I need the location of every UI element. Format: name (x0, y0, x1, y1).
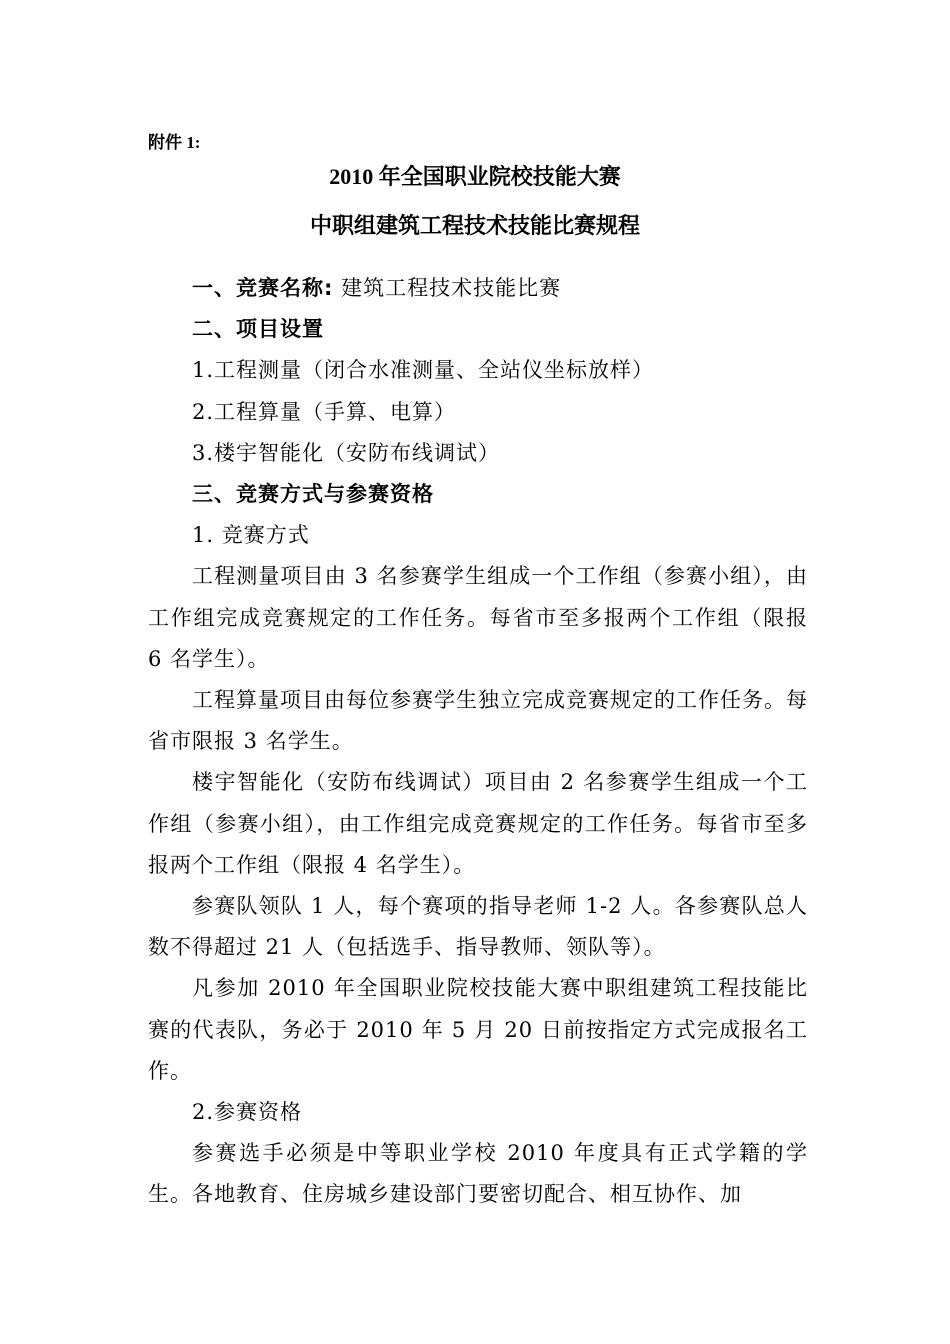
document-body (148, 268, 808, 1216)
paragraph-intelligent-building: 楼宇智能化（安防布线调试）项目由 2 名参赛学生组成一个工作组（参赛小组），由工作组完成竞赛规定的工作任务。每省市至多报两个工作组（限报 4 名学生）。 (148, 770, 808, 877)
project-item-3: 3.楼宇智能化（安防布线调试） (192, 440, 501, 465)
project-item-2: 2.工程算量（手算、电算） (192, 399, 457, 424)
annex-label: 附件 1: (148, 133, 201, 152)
paragraph-quantity: 工程算量项目由每位参赛学生独立完成竞赛规定的工作任务。每省市限报 3 名学生。 (148, 688, 808, 754)
paragraph-eligibility: 参赛选手必须是中等职业学校 2010 年度具有正式学籍的学生。各地教育、住房城乡建设部门要密切配合、相互协作、加 (148, 1141, 808, 1207)
paragraph-registration: 凡参加 2010 年全国职业院校技能大赛中职组建筑工程技能比赛的代表队，务必于 2010 年 5 月 20 日前按指定方式完成报名工作。 (148, 976, 808, 1083)
title-line-2: 中职组建筑工程技术技能比赛规程 (309, 213, 640, 238)
section-1-value: 建筑工程技术技能比赛 (333, 276, 562, 300)
project-item-1: 1.工程测量（闭合水准测量、全站仪坐标放样） (192, 358, 655, 383)
section-2-heading: 二、项目设置 (192, 317, 324, 342)
subsection-1-heading: 1. 竞赛方式 (192, 523, 310, 548)
section-1-heading: 一、竞赛名称: (192, 276, 334, 300)
title-line-1: 2010 年全国职业院校技能大赛 (329, 164, 621, 189)
paragraph-survey: 工程测量项目由 3 名参赛学生组成一个工作组（参赛小组），由工作组完成竞赛规定的工作任务。每省市至多报两个工作组（限报 6 名学生）。 (148, 564, 808, 671)
section-1 (148, 268, 808, 309)
section-3-heading: 三、竞赛方式与参赛资格 (192, 482, 434, 507)
subsection-2-heading: 2.参赛资格 (192, 1100, 303, 1125)
paragraph-team-size: 参赛队领队 1 人，每个赛项的指导老师 1-2 人。各参赛队总人数不得超过 21 人（包括选手、指导教师、领队等）。 (148, 894, 808, 960)
